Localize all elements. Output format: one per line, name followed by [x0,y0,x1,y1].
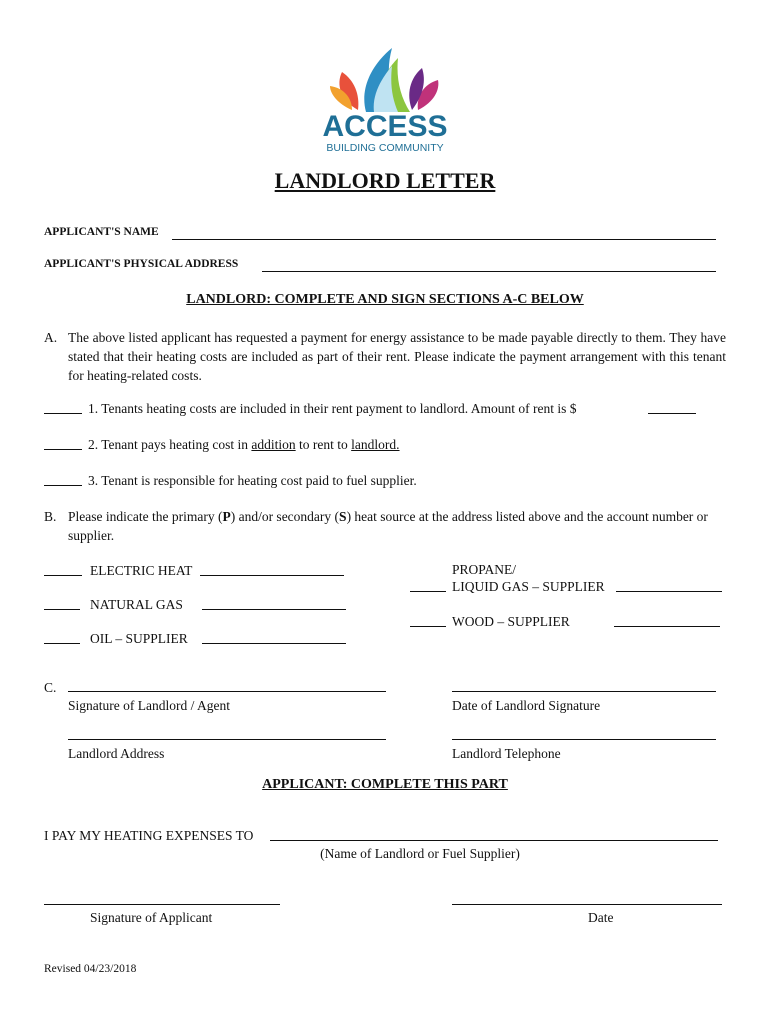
option2-landlord: landlord. [351,437,400,452]
section-b-text [68,507,726,545]
section-b-pre: Please indicate the primary ( [68,509,223,524]
electric-field[interactable] [200,575,344,576]
applicant-signature-label: Signature of Applicant [90,910,213,925]
natural-gas-check-line[interactable] [44,609,80,610]
oil-label: OIL – SUPPLIER [90,631,188,646]
electric-label: ELECTRIC HEAT [90,563,193,578]
propane-check-line[interactable] [410,591,446,592]
pay-to-field[interactable] [270,840,718,841]
oil-check-line[interactable] [44,643,80,644]
revised-date: Revised 04/23/2018 [44,963,137,975]
applicant-address-label: APPLICANT'S PHYSICAL ADDRESS [44,258,239,270]
propane-label-2: LIQUID GAS – SUPPLIER [452,579,605,594]
option2-addition: addition [251,437,296,452]
applicant-date-label: Date [588,910,614,925]
rent-amount-field[interactable] [648,413,696,414]
landlord-date-label: Date of Landlord Signature [452,698,601,713]
section-a-letter: A. [44,330,58,345]
option3-text: 3. Tenant is responsible for heating cost paid to fuel supplier. [88,473,417,488]
landlord-address-field[interactable] [68,739,386,740]
natural-gas-field[interactable] [202,609,346,610]
wood-check-line[interactable] [410,626,446,627]
applicant-heading: APPLICANT: COMPLETE THIS PART [262,777,508,792]
electric-check-line[interactable] [44,575,82,576]
natural-gas-label: NATURAL GAS [90,597,183,612]
applicant-name-field[interactable] [172,239,716,240]
applicant-address-field[interactable] [262,271,716,272]
pay-to-label: I PAY MY HEATING EXPENSES TO [44,828,254,843]
option2-mid: to rent to [295,437,352,452]
propane-field[interactable] [616,591,722,592]
option3-checkbox-line[interactable] [44,485,82,486]
option1-text: 1. Tenants heating costs are included in their rent payment to landlord. Amount of rent is $ [88,401,577,416]
applicant-date-field[interactable] [452,904,722,905]
section-c-letter: C. [44,680,57,695]
page-title: LANDLORD LETTER [274,168,496,193]
landlord-phone-field[interactable] [452,739,716,740]
landlord-signature-label: Signature of Landlord / Agent [68,698,230,713]
landlord-phone-label: Landlord Telephone [452,746,561,761]
section-b-post: ) heat source at the address listed above and the account number or supplier. [68,509,708,543]
option1-checkbox-line[interactable] [44,413,82,414]
landlord-date-field[interactable] [452,691,716,692]
applicant-name-label: APPLICANT'S NAME [44,226,159,238]
applicant-signature-field[interactable] [44,904,280,905]
landlord-heading: LANDLORD: COMPLETE AND SIGN SECTIONS A-C BELOW [186,292,584,307]
section-a-text: The above listed applicant has requested a payment for energy assistance to be made payable directly to them. They have stated that their heating costs are included as part of their rent. Please indicate the payment arrangement with this tenant for heating-related costs. [68,330,726,383]
oil-field[interactable] [202,643,346,644]
primary-letter: P [222,509,231,524]
logo-tagline: BUILDING COMMUNITY [326,142,444,154]
wood-label: WOOD – SUPPLIER [452,614,570,629]
pay-to-hint: (Name of Landlord or Fuel Supplier) [320,846,520,861]
option2-text [88,435,400,454]
logo-name: ACCESS [322,110,448,143]
wood-field[interactable] [614,626,720,627]
landlord-address-label: Landlord Address [68,746,165,761]
access-logo [300,44,470,156]
option2-pre: 2. Tenant pays heating cost in [88,437,252,452]
option2-checkbox-line[interactable] [44,449,82,450]
section-b-mid: ) and/or secondary ( [230,509,340,524]
landlord-signature-field[interactable] [68,691,386,692]
section-b-letter: B. [44,509,57,524]
secondary-letter: S [339,509,347,524]
flame-petals-icon [300,44,470,114]
propane-label-1: PROPANE/ [452,562,517,577]
